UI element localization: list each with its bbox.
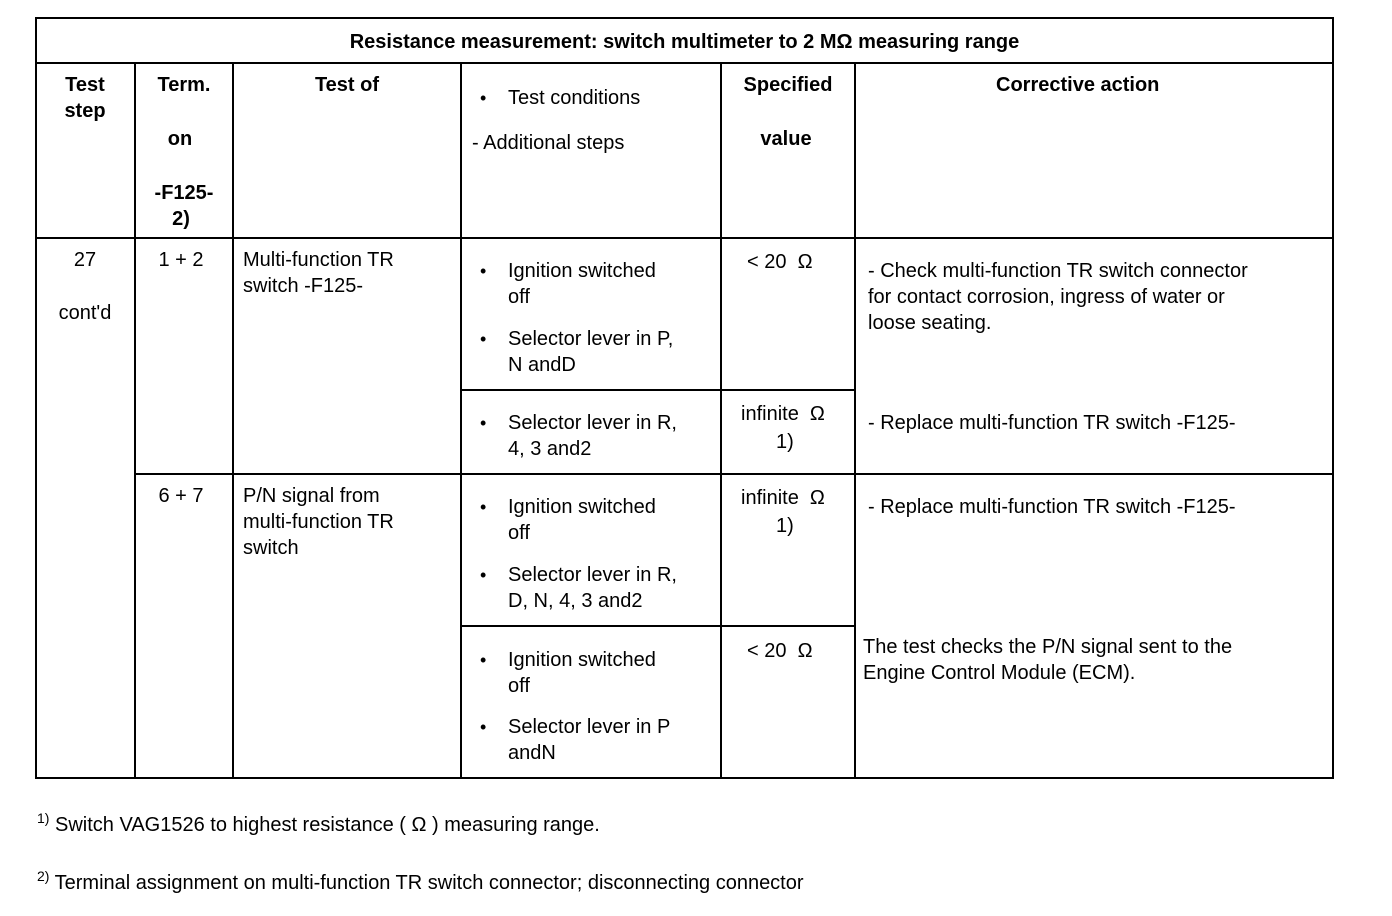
table-title: Resistance measurement: switch multimeter to 2 MΩ measuring range: [349, 31, 1020, 53]
bullet-icon: •: [480, 88, 487, 108]
rule-title-bottom: [35, 62, 1334, 64]
bullet-icon: •: [480, 565, 487, 585]
bullet-icon: •: [480, 650, 487, 670]
header-term-1: Term.: [157, 74, 211, 96]
table-frame: [35, 17, 1334, 779]
header-term-3: -F125-: [154, 182, 214, 204]
header-conditions-bullet: • Test conditions: [480, 87, 641, 109]
header-specified-1: Specified: [743, 74, 833, 96]
header-conditions-additional: - Additional steps: [472, 132, 625, 154]
rule-row2-sub: [460, 625, 856, 627]
rule-col1: [134, 62, 136, 779]
row1a-condition-1: • Ignition switched off: [480, 260, 656, 308]
step-note: cont'd: [58, 302, 112, 324]
row2-test-of-2: multi-function TR: [243, 511, 394, 533]
row1-term: 1 + 2: [158, 249, 204, 271]
footnote-1-text: Switch VAG1526 to highest resistance ( Ω ) measuring range.: [49, 814, 600, 836]
row2b-action-2: Engine Control Module (ECM).: [863, 662, 1136, 684]
footnote-1: [37, 812, 600, 838]
footnote-1-mark: 1): [37, 810, 50, 826]
rule-col4: [720, 62, 722, 779]
bullet-icon: •: [480, 717, 487, 737]
row2b-condition-1: • Ignition switched off: [480, 649, 656, 697]
bullet-icon: •: [480, 329, 487, 349]
row2-term: 6 + 7: [158, 485, 204, 507]
row2b-condition-2: • Selector lever in P andN: [480, 716, 671, 764]
row1b-value-note: 1): [776, 431, 794, 453]
rule-row1-sub: [460, 389, 856, 391]
step-number: 27: [73, 249, 97, 271]
row2a-value-note: 1): [776, 515, 794, 537]
rule-col3: [460, 62, 462, 779]
row1a-action-2: for contact corrosion, ingress of water or: [868, 286, 1225, 308]
header-term-2: on: [167, 128, 193, 150]
row1-test-of-2: switch -F125-: [243, 275, 364, 297]
header-test-step-1: Test: [65, 74, 105, 96]
row1a-value: < 20 Ω: [747, 251, 813, 273]
bullet-icon: •: [480, 261, 487, 281]
header-term-4: 2): [172, 208, 190, 230]
header-corrective-action: Corrective action: [996, 74, 1160, 96]
row2-test-of-3: switch: [243, 537, 299, 559]
row1b-condition-1: • Selector lever in R, 4, 3 and2: [480, 412, 677, 460]
row2a-action-1: - Replace multi-function TR switch -F125-: [868, 496, 1236, 518]
header-test-of: Test of: [314, 74, 380, 96]
row2b-action-1: The test checks the P/N signal sent to the: [863, 636, 1233, 658]
footnote-2: [37, 870, 804, 896]
row2a-condition-2: • Selector lever in R, D, N, 4, 3 and2: [480, 564, 677, 612]
row1a-action-1: - Check multi-function TR switch connector: [868, 260, 1248, 282]
rule-col2: [232, 62, 234, 779]
row2a-value: infinite Ω: [741, 487, 825, 509]
bullet-icon: •: [480, 413, 487, 433]
rule-col5: [854, 62, 856, 779]
header-specified-2: value: [760, 128, 812, 150]
header-test-step-2: step: [64, 100, 106, 122]
row1-test-of-1: Multi-function TR: [243, 249, 394, 271]
row1b-action-1: - Replace multi-function TR switch -F125-: [868, 412, 1236, 434]
row1a-action-3: loose seating.: [868, 312, 992, 334]
footnote-2-text: Terminal assignment on multi-function TR switch connector; disconnecting connector: [49, 872, 804, 894]
row2a-condition-1: • Ignition switched off: [480, 496, 656, 544]
row1b-value: infinite Ω: [741, 403, 825, 425]
rule-header-bottom: [35, 237, 1334, 239]
bullet-icon: •: [480, 497, 487, 517]
row2b-value: < 20 Ω: [747, 640, 813, 662]
row1a-condition-2: • Selector lever in P, N andD: [480, 328, 674, 376]
rule-row1-bottom: [135, 473, 1334, 475]
footnote-2-mark: 2): [37, 868, 50, 884]
row2-test-of-1: P/N signal from: [243, 485, 380, 507]
